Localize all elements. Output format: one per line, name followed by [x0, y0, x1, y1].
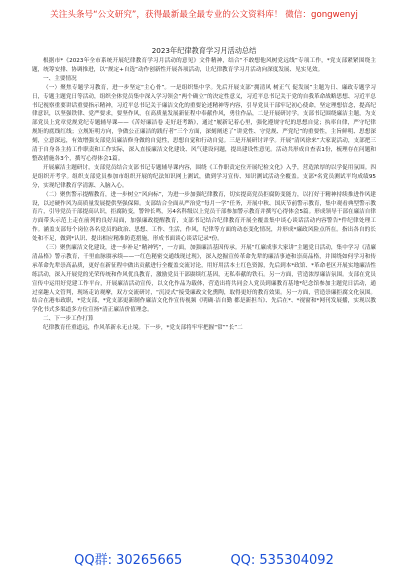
section-heading-next-plan: 二、下一步工作打算 — [43, 316, 94, 323]
paragraph-study-continued: 开展廉洁主题研讨，支部党员结合支部书记专题辅导课内容，围绕《工作职责定位开展纪检文化》入乎，营造浓厚的以学促用氛围。四是组织开考学。组织支部党员参加市组织开展的纪法知识网上测试，做到学习宣传、知识测试活动全覆盖。支部*名党员测试平均成绩95分，实现纪律教育学清源、入脑入心。 — [32, 164, 376, 189]
paragraph-warning-education: （二）聚焦警示提醒教育，进一步树立“风向标”，为进一步加强纪律教育，切实提高党员拒腐防变能力，以打好于精神持续推进作风建设，以过硬作风为高质量发展提供坚强保障。支部结合全面从严治党“每月一学”任务，开展中秋、国庆节前警示教育，集中观看典型警示教育片，引导党员干部提高认识，拒腐防变，警钟长鸣，另4名科级以上党员干部参加警示教育并撰写心得体会5篇。形成领导干部在廉洁自律方面带头示范上走在前列的良好局面，加强廉政提醒教育，支部书记结合纪律教育开展全覆盖集中谈心谈话活动内容警告*件纪律处理工作。涵盖支部每个岗位各名党员的政治、思想、工作、生活，作风，纪律等方面的动态变化情况，并形成*廉政风险点所在。指出各自的长处和不足，做到*认识、提出相应精准防范措施，形成书面谈心谈话记录*份。 — [32, 191, 376, 243]
paragraph-clean-culture: （三）聚焦廉洁文化建设，进一步补足“精神钙”，一方面，加强廉洁基因传承。开展“红廉成事大家讲”主题党日活动，集中学习《清廉清品格》警示教育，千里血脉赓承续——一红色秘密交通线现过现》，深入挖掘宣传革命先辈的廉洁事迹和崇高品格，并围绕如何学习和传承革命先辈崇高品质，更好在新征程中做出贡献进行全覆盖交流讨论，用好用活本土红色资源，先后到本*政馆、*革命老区开展实地廉洁性练活动，深入开展党的光荣传统和作风优良教育，激励党员干部赓续红基因，无私奉献的铁石。另一方面，营造浓厚廉洁氛围。支部在党员宣传中运用好党建工作平台，开展廉洁活动宣传，以文化作品为载体，营造出将共同会人党员到廉教育基地*纪念馆参加主题党日活动，通过童趣人文管判，现场走访观摩，双方交流研讨，“沉浸式”接受廉政文化熏陶，取得更好的教育效果。另一方面，营造崇廉拒腐文化氛围。结合在港布政职，*党支部，*党支部更新制作廉洁文化作宣传视频《明确·洁自勤 都是新担当》、先后在*、*视窗和*网刊发展播，实现以教学化书式多渠道多方位宣扬*清正廉洁价值理念。 — [32, 245, 376, 314]
document-title: 2023年纪律教育学习月活动总结 — [151, 46, 257, 55]
paragraph-next-plan: 纪律教育任重道远，作风革新永无止境。下一步，*党支部将牢牢把握“常”“长”二 — [43, 325, 243, 332]
document-page — [32, 46, 376, 333]
promo-banner-text: 关注头条号“公文研究”，获得最新最全最专业的公文资料库！ 微信：gongwenyj — [50, 10, 358, 20]
paragraph-study-education: （一）聚焦专题学习教育，进一步坚定“主心骨”。一是组织集中学。先后开展支部“拥清风 树正气 促发展”主题为日、廉政专题学习日，专题主题党日等活动，组织全体党员集中深入学习领会“两个确立”的决定性意义，习近平总书记关于党的自我革命战略思想、习近平总书记视察重要讲话重要指示精神，习近平总书记关于廉洁文化的重要论述精神等内容，引导党员干部牢记初心使命，坚定理想信念，提高纪律意识，以坚强铁律、党严要求，要坚作风，在高质量发展新征程中奉献作风，勇往作品，二是开展研讨学。支部书记围绕廉洁主题，为支部党员上党章党规党纪专题辅导课——《苦好廉洁卷 走好赶考路》，通过“履新记着心里，强化遵规守纪的思想自觉；执率自律，严守纪律规矩的底线红线；立规矩明方向，争做公正廉洁的践行者”三个方面，深刻阐述了“讲党性、守党规、严党纪”的重要性，主旨鲜明、思想深刻，立意深远，有效增强支部党员廉洁修身做的自觉性，思想自觉和行动自觉。三是开展研讨评学。开展“清风徐来”大家说活动，支部把三清于自身各主持工作职责和工作实际，深入直接廉洁文化建设、风气建设问题，提出建设性意见。活动共形成自查表1份，梳理存在问题和整改措施各3个，撰写心得体会1篇。 — [32, 84, 376, 162]
qq-group-label: QQ群: 30265665 — [74, 553, 183, 568]
promo-banner — [0, 0, 408, 30]
contact-footer — [0, 552, 408, 570]
paragraph-intro: 根据市*《2023年全市系统开展纪律教育学习月活动的意见》文件精神，结合“不敢想他风树党远线”专项工作，*党支部紧紧围绕主题，统筹安排、协调推进，以“规定+自选”动作创新性开展各项活动，让纪律教育学习月活动向深度发展、见实见效。 — [32, 58, 376, 73]
section-heading-main-situation: 一、主要情况 — [43, 75, 77, 82]
qq-number-label: QQ: 535304092 — [230, 553, 334, 568]
